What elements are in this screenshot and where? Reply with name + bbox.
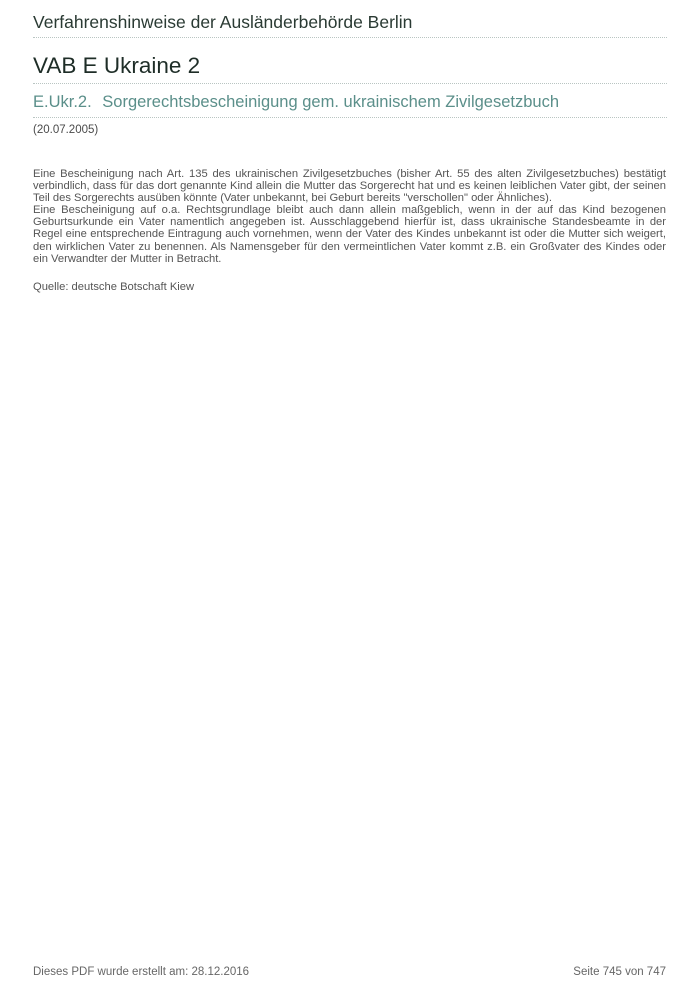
page-title: VAB E Ukraine 2 xyxy=(33,53,201,78)
section-title: Sorgerechtsbescheinigung gem. ukrainischem Zivilgesetzbuch xyxy=(102,93,560,111)
title-divider xyxy=(33,83,667,84)
section-divider xyxy=(33,117,667,118)
section-date: (20.07.2005) xyxy=(33,124,99,136)
paragraph-2: Eine Bescheinigung auf o.a. Rechtsgrundlage bleibt auch dann allein maßgeblich, wenn in der auf das Kind bezogenen Geburtsurkunde ein Vater namentlich angegeben ist. Ausschlaggebend hierfür ist, dass ukrainische Standesbeamte in der Regel eine entsprechende Eintragung auch vornehmen, wenn der Vater des Kindes unbekannt ist oder die Mutter sich weigert, den wirklichen Vater zu benennen. Als Namensgeber für den vermeintlichen Vater kommt z.B. ein Großvater des Kindes oder ein Verwandter der Mutter in Betracht. xyxy=(33,204,666,265)
source-note: Quelle: deutsche Botschaft Kiew xyxy=(33,281,195,293)
paragraph-1: Eine Bescheinigung nach Art. 135 des ukrainischen Zivilgesetzbuches (bisher Art. 55 des alten Zivilgesetzbuches) bestätigt verbindlich, dass für das dort genannte Kind allein die Mutter das Sorgerecht hat und es keinen leiblichen Vater gibt, der seinen Teil des Sorgerechts ausüben könnte (Vater unbekannt, bei Geburt bereits "verschollen" oder Ähnliches). xyxy=(33,168,666,205)
section-number: E.Ukr.2. xyxy=(33,93,92,111)
header-divider xyxy=(33,37,667,38)
footer-page-number: Seite 745 von 747 xyxy=(573,966,666,978)
body-text xyxy=(33,168,666,265)
section-heading xyxy=(33,93,559,112)
footer-created-date: Dieses PDF wurde erstellt am: 28.12.2016 xyxy=(33,966,250,978)
document-header-title: Verfahrenshinweise der Ausländerbehörde Berlin xyxy=(33,12,413,32)
